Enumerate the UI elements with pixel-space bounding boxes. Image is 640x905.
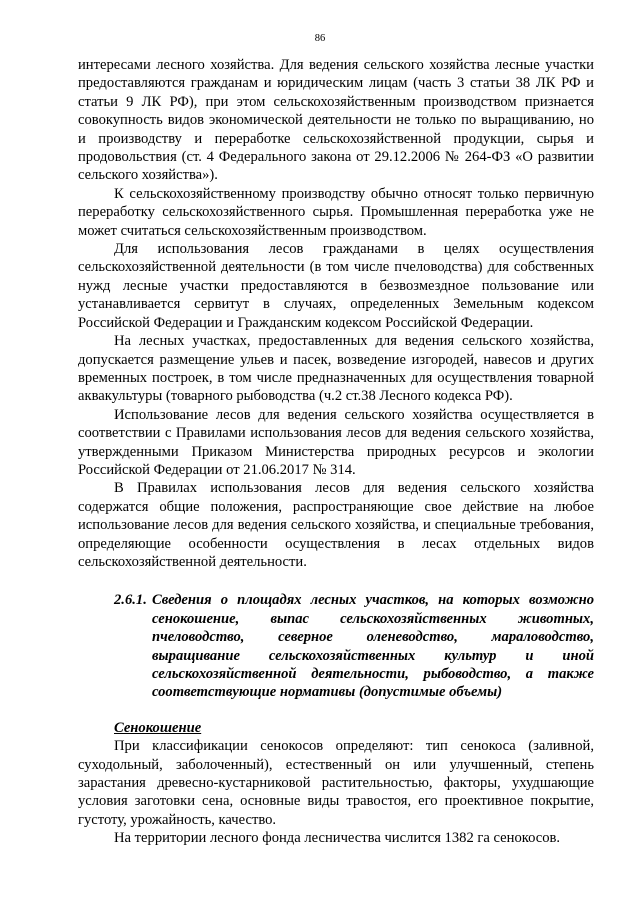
page-content — [78, 56, 594, 848]
subsection-title: Сенокошение — [114, 719, 202, 736]
paragraph-continuation: интересами лесного хозяйства. Для ведения сельского хозяйства лесные участки предоставляются гражданам и юридическим лицам (часть 3 статьи 38 ЛК РФ и статьи 9 ЛК РФ), при этом сельскохозяйственным производством признается совокупность видов экономической деятельности не только по выращиванию, но и производству и переработке сельскохозяйственной продукции, сырья и продовольствия (ст. 4 Федерального закона от 29.12.2006 № 264-ФЗ «О развитии сельского хозяйства»). — [78, 57, 594, 184]
paragraph-hives-placement: На лесных участках, предоставленных для ведения сельского хозяйства, допускается размещение ульев и пасек, возведение изгородей, навесов и других временных построек, в том числе предназначенных для осуществления товарной аквакультуры (товарного рыбоводства (ч.2 ст.38 Лесного кодекса РФ). — [78, 333, 594, 405]
section-heading — [78, 591, 594, 701]
section-number: 2.6.1. — [114, 592, 147, 609]
page-number: 86 — [314, 33, 326, 44]
paragraph-rules-reference: Использование лесов для ведения сельского хозяйства осуществляется в соответствии с Правилами использования лесов для ведения сельского хозяйства, утвержденными Приказом Министерства природных ресурсов и экологии Российской Федерации от 21.06.2017 № 314. — [78, 406, 594, 478]
paragraph-haymaking-classification: При классификации сенокосов определяют: тип сенокоса (заливной, суходольный, заболоченный), естественный он или улучшенный, степень зарастания древесно-кустарниковой растительностью, факторы, ухудшающие условия заготовки сена, основные виды травостоя, его проективное покрытие, густоту, урожайность, качество. — [78, 738, 594, 828]
paragraph-primary-processing: К сельскохозяйственному производству обычно относят только первичную переработку сельскохозяйственного сырья. Промышленная переработка уже не может считаться сельскохозяйственным производством. — [78, 185, 594, 239]
paragraph-haymaking-area: На территории лесного фонда лесничества числится 1382 га сенокосов. — [114, 830, 561, 847]
section-title: Сведения о площадях лесных участков, на которых возможно сенокошение, выпас сельскохозяйственных животных, пчеловодство, северное оленеводство, мараловодство, выращивание сельскохозяйственных культур и иной сельскохозяйственной деятельности, рыбоводство, а также соответствующие нормативы (допустимые объемы) — [152, 592, 594, 701]
paragraph-rules-content: В Правилах использования лесов для ведения сельского хозяйства содержатся общие положения, распространяющие свое действие на любое использование лесов для ведения сельского хозяйства, и специальные требования, определяющие особенности осуществления в лесах отдельных видов сельскохозяйственной деятельности. — [78, 480, 594, 570]
paragraph-citizens-use: Для использования лесов гражданами в целях осуществления сельскохозяйственной деятельности (в том числе пчеловодства) для собственных нужд лесные участки предоставляются в безвозмездное пользование или устанавливается сервитут в случаях, определенных Земельным кодексом Российской Федерации и Гражданским кодексом Российской Федерации. — [78, 241, 594, 331]
